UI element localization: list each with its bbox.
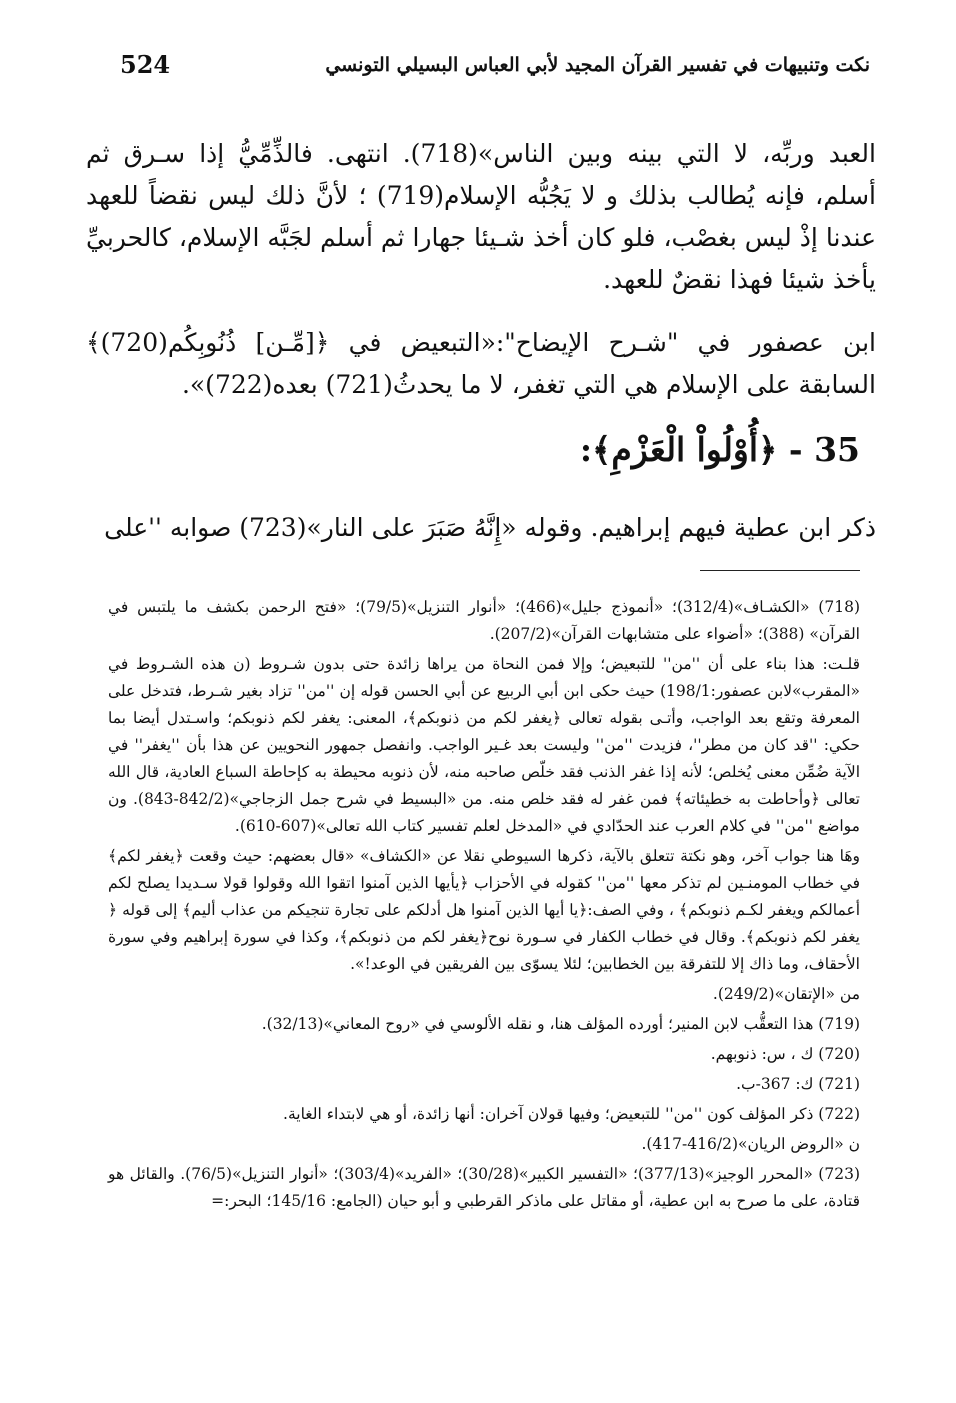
footnote-718-comment: قلـت: هذا بناء على أن ''من'' للتبعيض؛ وإلا فمن النحاة من يراها زائدة حتى بدون شـروط (ن هذه الشـروط في «المقرب»لابن عصفور:198/1) حيث حكى ابن أبي الربيع عن أبي الحسن قوله إن ''من'' تزاد بغير شـرط، فتدخل على المعرفة وتقع بعد الواجب، وأتـى بقوله تعالى ﴿يغفر لكم من ذنوبكم﴾، المعنى: يغفر لكم ذنوبكم؛ واسـتدل أيضا بما حكي: ''قد كان من مطر''، فزيدت ''من'' وليست بعد غـير الواجب. وانفصل جمهور النحويين عن هذا بأن ''يغفر'' في الآية ضُمِّن معنى يُخلص؛ لأنه إذا غفر الذنب فقد خلّص صاحبه منه، لأن ذنوبه محيطة به كإحاطة السباع العادية، قال الله تعالى ﴿وأحاطت به خطيئاته﴾ فمن غفر له فقد خلص منه. من «البسيط في شرح جمل الزجاجي»(842/2-843). ون مواضع ''من'' في كلام العرب عند الحدّادي في «المدخل لعلم تفسير كتاب الله تعالى»(607-610).: [108, 655, 860, 835]
body-paragraph-2: ابن عصفور في "شـرح الإيضاح":«التبعيض في ﴿[مِّـن] ذُنُوبِكُم(720)﴾ السابقة على الإسلام هي التي تغفر، لا ما يحدثُ(721) بعده(722)».: [86, 328, 876, 399]
running-title: نكت وتنبيهات في تفسير القرآن المجيد لأبي العباس البسيلي التونسي: [325, 54, 870, 76]
footnote-718: (718) «الكشـاف»(312/4)؛ «أنموذج جليل»(466)؛ «أنوار التنزيل»(79/5)؛ «فتح الرحمن بكشف ما يلتبس في القرآن» (388)؛ «أضواء على متشابهات القرآن»(207/2).: [108, 598, 860, 643]
footnote-723: (723) «المحرر الوجيز»(377/13)؛ «التفسير الكبير»(30/28)؛ «الفريد»(303/4)؛ «أنوار التنزيل»(76/5). والقائل هو قتادة، على ما صرح به ابن عطية، أو مقاتل على ماذكر القرطبي و أبو حيان (الجامع: 145/16؛ البحر:=: [108, 1165, 861, 1210]
page-header: [120, 50, 870, 86]
footnote-721: (721) ك: 367-ب.: [736, 1075, 860, 1093]
footnote-722-reference: ن «الروض الريان»(416/2-417).: [641, 1135, 860, 1153]
footnote-719: (719) هذا التعقُّب لابن المنير؛ أورده المؤلف هنا، و نقله الألوسي في «روح المعاني»(32/13).: [261, 1015, 860, 1033]
footnote-722: (722) ذكر المؤلف كون ''من'' للتبعيض؛ وفيها قولان آخران: أنها زائدة، أو هي لابتداء الغاية.: [283, 1105, 860, 1123]
footnote-separator: [700, 570, 860, 571]
footnotes: [108, 594, 860, 1218]
footnote-718-source: من «الإتقان»(249/2).: [712, 985, 860, 1003]
section-heading: 35 - ﴿أُوْلُواْ الْعَزْمِ﴾:: [579, 430, 860, 469]
body-paragraph-3: ذكر ابن عطية فيهم إبراهيم. وقوله «إِنَّهُ صَبَرَ على النار»(723) صوابه ''على: [104, 513, 876, 542]
footnote-718-answer: وهَا هنا جواب آخر، وهو نكتة تتعلق بالآية، ذكرها السيوطي نقلا عن «الكشاف» «قال بعضهم: حيث وقعت ﴿يغفر لكم﴾ في خطاب المومنـين لم تذكر معها ''من'' كقوله في الأحزاب ﴿يأيها الذين آمنوا اتقوا الله وقولوا قولا سـديدا يصلح لكم أعمالكم ويغفر لكـم ذنوبكم﴾ ، وفي الصف:﴿يا أيها الذين آمنوا هل أدلكم على تجارة تنجيكم من عذاب أليم﴾ إلى قوله ﴿ يغفر لكم ذنوبكم﴾. وقال في خطاب الكفار في سـورة نوح﴿يغفر لكم من ذنوبكم﴾، وكذا في سورة إبراهيم وفي سورة الأحقاف، وما ذاك إلا للتفرقة بين الخطابين؛ لئلا يسوّى بين الفريقين في الوعد!».: [108, 847, 860, 973]
body-paragraph-1: العبد وربِّه، لا التي بينه وبين الناس»(718). انتهى. فالذِّمِّيُّ إذا سـرق ثم أسلم، فإنه يُطالب بذلك و لا يَجُبُّه الإسلام(719) ؛ لأنَّ ذلك ليس نقضاً للعهد عندنا إذْ ليس بغصْب، فلو كان أخذ شـيئا جهارا ثم أسلم لجَبَّه الإسلام، كالحربيِّ يأخذ شيئا فهذا نقضٌ للعهد.: [86, 139, 877, 294]
page-number: 524: [120, 50, 171, 79]
footnote-720: (720) ك ، س: ذنوبهم.: [710, 1045, 860, 1063]
